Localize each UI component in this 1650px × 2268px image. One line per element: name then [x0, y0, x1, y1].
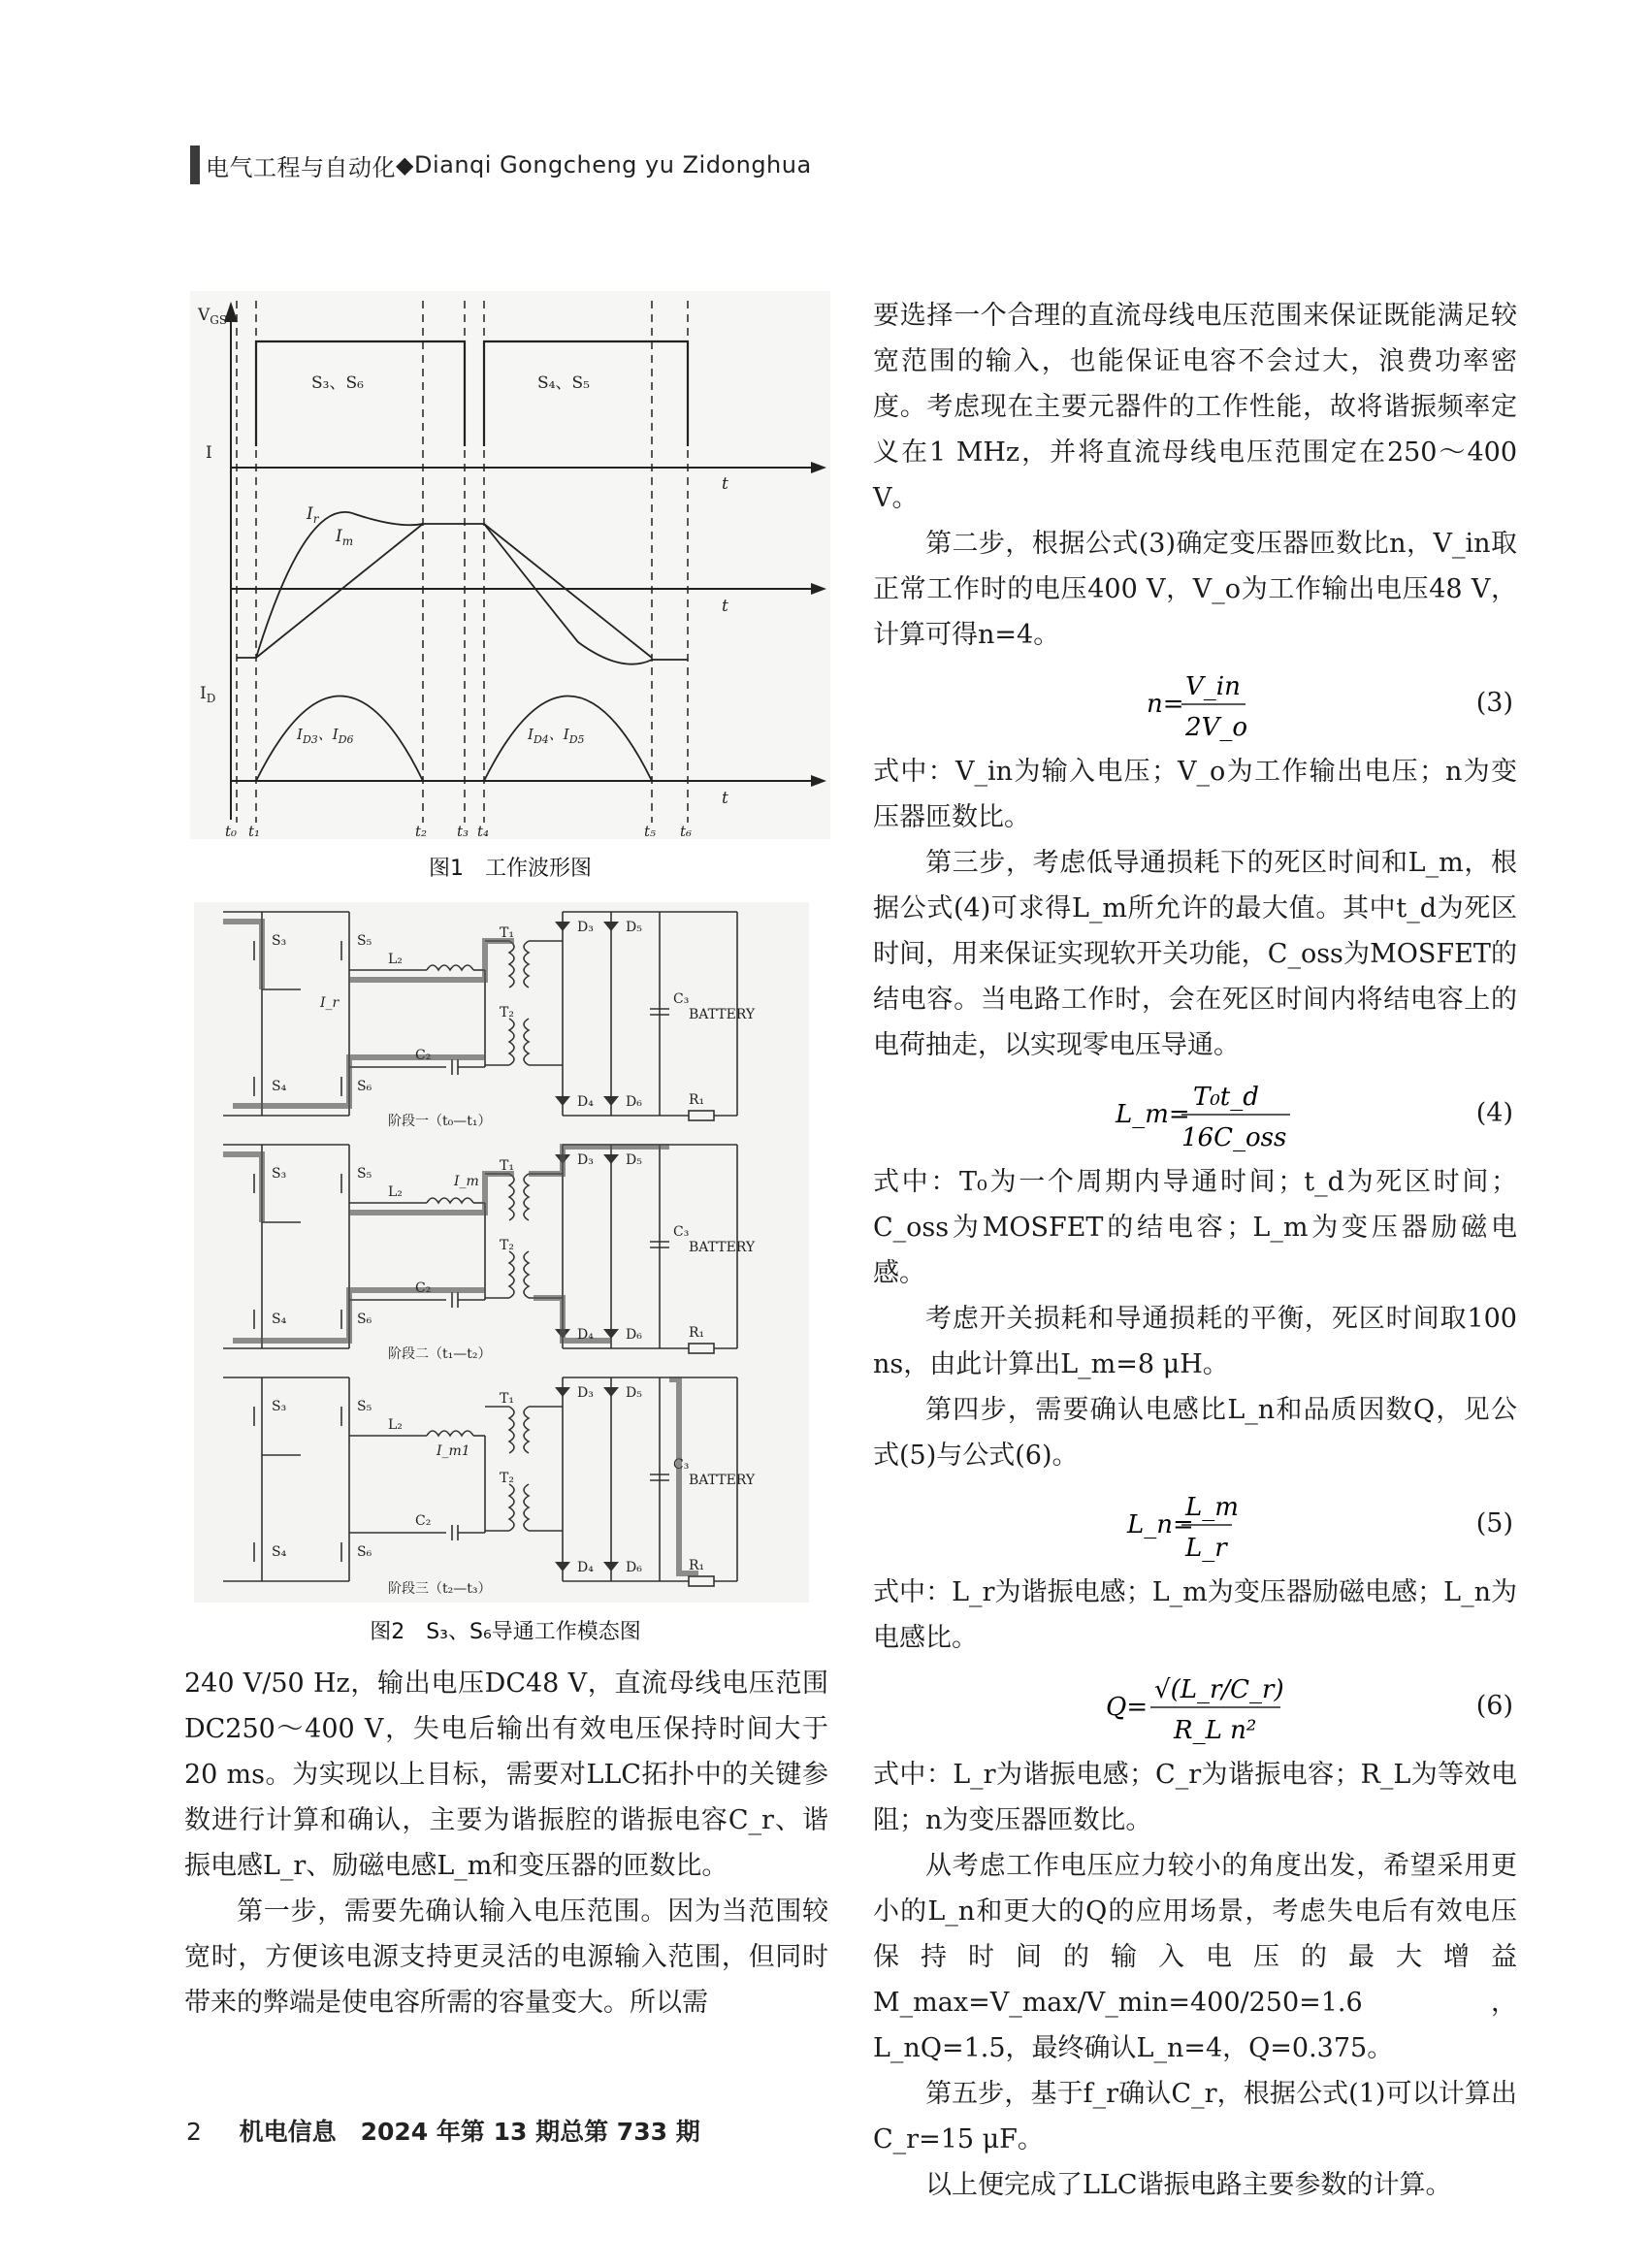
svg-text:t: t — [722, 597, 728, 616]
journal-title-pinyin: Dianqi Gongcheng yu Zidonghua — [413, 151, 812, 178]
figure-2-circuits — [194, 902, 809, 1603]
svg-text:BATTERY: BATTERY — [689, 1240, 756, 1255]
right-paragraph-1: 要选择一个合理的直流母线电压范围来保证既能满足较宽范围的输入，也能保证电容不会过大，浪费功率密度。考虑现在主要元器件的工作性能，故将谐振频率定义在1 MHz，并将直流母线电压范围定在250～400 V。 — [873, 301, 1517, 513]
svg-text:t₁: t₁ — [248, 823, 261, 839]
svg-text:Im: $I_m$ — [336, 527, 354, 548]
svg-text:L_m=: L_m= — [1116, 1100, 1190, 1129]
svg-text:I_m: I_m — [454, 1174, 479, 1189]
equation-3 — [873, 658, 1517, 749]
right-paragraph-9: 式中：L_r为谐振电感；C_r为谐振电容；R_L为等效电阻；n为变压器匝数比。 — [873, 1760, 1517, 1835]
svg-text:S₄: S₄ — [272, 1544, 287, 1560]
svg-text:t₄: t₄ — [477, 823, 490, 839]
axis-label-id: $I_D$ — [200, 684, 216, 705]
svg-text:BATTERY: BATTERY — [689, 1473, 756, 1488]
svg-text:L₂: L₂ — [388, 1184, 403, 1200]
svg-text:t₂: t₂ — [415, 823, 428, 839]
svg-text:BATTERY: BATTERY — [689, 1007, 756, 1022]
stage-3-label: 阶段三（t₂—t₃） — [388, 1581, 492, 1597]
svg-text:Ir: $I_r$ — [307, 504, 319, 526]
svg-text:D₃: D₃ — [577, 920, 594, 935]
svg-text:Q=: Q= — [1106, 1693, 1149, 1722]
equation-6 — [873, 1661, 1517, 1752]
figure-2-caption: 图2 S₃、S₆导通工作模态图 — [370, 1620, 641, 1644]
equation-5 — [873, 1478, 1517, 1570]
right-paragraph-4: 第三步，考虑低导通损耗下的死区时间和L_m，根据公式(4)可求得L_m所允许的最大值。其中t_d为死区时间，用来保证实现软开关功能，C_oss为MOSFET的结电容。当电路工作时，会在死区时间内将结电容上的电荷抽走，以实现零电压导通。 — [873, 848, 1517, 1060]
equation-4 — [873, 1068, 1517, 1159]
journal-title-cn: 电气工程与自动化 — [206, 153, 396, 181]
right-paragraph-12: 以上便完成了LLC谐振电路主要参数的计算。 — [925, 2170, 1452, 2200]
svg-text:L_m: L_m — [1185, 1493, 1239, 1522]
svg-text:S₅: S₅ — [357, 1166, 372, 1182]
left-column — [184, 1661, 828, 2025]
svg-text:R₁: R₁ — [689, 1558, 705, 1573]
svg-text:T₀t_d: T₀t_d — [1193, 1083, 1259, 1112]
svg-text:L_r: L_r — [1185, 1534, 1227, 1563]
svg-text:D₄: D₄ — [577, 1560, 594, 1575]
svg-text:t₀: t₀ — [225, 823, 238, 839]
svg-text:V_in: V_in — [1185, 672, 1241, 701]
svg-text:D₄: D₄ — [577, 1327, 594, 1343]
right-paragraph-2: 第二步，根据公式(3)确定变压器匝数比n，V_in取正常工作时的电压400 V，V_o为工作输出电压48 V，计算可得n=4。 — [873, 529, 1517, 650]
figure-1-waveforms — [190, 291, 830, 839]
svg-text:D₄: D₄ — [577, 1094, 594, 1110]
svg-text:D₆: D₆ — [626, 1094, 642, 1110]
svg-text:S₆: S₆ — [357, 1544, 372, 1560]
svg-text:D₆: D₆ — [626, 1560, 642, 1575]
right-paragraph-6: 考虑开关损耗和导通损耗的平衡，死区时间取100 ns，由此计算出L_m=8 μH。 — [873, 1304, 1517, 1379]
svg-text:√(L_r/C_r): √(L_r/C_r) — [1154, 1675, 1284, 1704]
right-paragraph-5: 式中：T₀为一个周期内导通时间；t_d为死区时间；C_oss为MOSFET的结电容；L_m为变压器励磁电感。 — [873, 1167, 1517, 1288]
header-separator: ◆ — [396, 151, 414, 178]
svg-text:L₂: L₂ — [388, 1417, 403, 1433]
svg-text:I_m1: I_m1 — [437, 1443, 470, 1459]
axis-label-vgs: $V_{GS}$ — [198, 306, 228, 327]
svg-text:t₆: t₆ — [680, 823, 693, 839]
equation-3-number: (3) — [1475, 688, 1513, 718]
svg-text:C₂: C₂ — [415, 1048, 432, 1063]
label-s4-s5: S₄、S₅ — [537, 373, 590, 393]
svg-text:I_r: I_r — [320, 995, 340, 1011]
svg-text:S₅: S₅ — [357, 1399, 372, 1414]
right-paragraph-3: 式中：V_in为输入电压；V_o为工作输出电压；n为变压器匝数比。 — [873, 757, 1517, 832]
svg-text:T₂: T₂ — [500, 1005, 514, 1021]
svg-text:S₄: S₄ — [272, 1312, 287, 1327]
right-column — [873, 293, 1517, 2208]
right-paragraph-11: 第五步，基于f_r确认C_r，根据公式(1)可以计算出C_r=15 μF。 — [873, 2079, 1517, 2155]
svg-text:L_n=: L_n= — [1127, 1510, 1194, 1539]
svg-text:R₁: R₁ — [689, 1325, 705, 1341]
svg-text:S₆: S₆ — [357, 1312, 372, 1327]
svg-text:S₃: S₃ — [272, 933, 287, 949]
svg-text:2V_o: 2V_o — [1185, 713, 1247, 742]
svg-text:T₁: T₁ — [500, 1391, 514, 1407]
right-paragraph-10: 从考虑工作电压应力较小的角度出发，希望采用更小的L_n和更大的Q的应用场景，考虑失电后有效电压保持时间的输入电压的最大增益M_max=V_max/V_min=400/250=1.6，L_nQ=1.5，最终确认L_n=4，Q=0.375。 — [873, 1851, 1517, 2063]
svg-text:D₅: D₅ — [626, 1385, 642, 1401]
svg-text:C₃: C₃ — [673, 1457, 690, 1473]
svg-text:C₂: C₂ — [415, 1280, 432, 1296]
svg-text:D₅: D₅ — [626, 1152, 642, 1168]
running-header — [190, 146, 812, 184]
equation-6-number: (6) — [1475, 1691, 1513, 1721]
svg-text:D₆: D₆ — [626, 1327, 642, 1343]
svg-text:S₃: S₃ — [272, 1399, 287, 1414]
footer-journal-issue: 机电信息 2024 年第 13 期总第 733 期 — [239, 2118, 700, 2146]
svg-text:L₂: L₂ — [388, 952, 403, 967]
left-paragraph-1: 240 V/50 Hz，输出电压DC48 V，直流母线电压范围DC250～400 V，失电后输出有效电压保持时间大于20 ms。为实现以上目标，需要对LLC拓扑中的关键参数进行计算和确认，主要为谐振腔的谐振电容C_r、谐振电感L_r、励磁电感L_m和变压器的匝数比。 — [184, 1669, 828, 1881]
axis-label-i: I — [206, 443, 212, 463]
svg-text:D₃: D₃ — [577, 1385, 594, 1401]
svg-text:16C_oss: 16C_oss — [1181, 1123, 1287, 1152]
page-number: 2 — [186, 2118, 202, 2146]
header-bar — [190, 146, 200, 184]
svg-text:C₃: C₃ — [673, 991, 690, 1007]
svg-text:T₁: T₁ — [500, 1158, 514, 1174]
svg-text:t₅: t₅ — [644, 823, 657, 839]
svg-text:T₂: T₂ — [500, 1471, 514, 1486]
svg-text:t: t — [722, 474, 728, 494]
svg-text:C₂: C₂ — [415, 1513, 432, 1529]
svg-text:R₁: R₁ — [689, 1092, 705, 1108]
svg-text:C₃: C₃ — [673, 1224, 690, 1240]
svg-text:S₃: S₃ — [272, 1166, 287, 1182]
svg-text:D₃: D₃ — [577, 1152, 594, 1168]
svg-text:n=: n= — [1147, 690, 1184, 719]
svg-text:S₆: S₆ — [357, 1079, 372, 1094]
stage-2-label: 阶段二（t₁—t₂） — [388, 1346, 492, 1362]
svg-text:S₄: S₄ — [272, 1079, 287, 1094]
svg-text:t₃: t₃ — [457, 823, 469, 839]
equation-5-number: (5) — [1475, 1508, 1513, 1539]
left-paragraph-2: 第一步，需要先确认输入电压范围。因为当范围较宽时，方便该电源支持更灵活的电源输入范围，但同时带来的弊端是使电容所需的容量变大。所以需 — [184, 1896, 828, 2018]
label-s3-s6: S₃、S₆ — [311, 373, 364, 393]
svg-text:ID4、ID5: $I_{D4}$、$I_{D5}$ — [528, 726, 585, 746]
svg-text:T₂: T₂ — [500, 1238, 514, 1253]
svg-text:T₁: T₁ — [500, 925, 514, 941]
svg-text:S₅: S₅ — [357, 933, 372, 949]
right-paragraph-8: 式中：L_r为谐振电感；L_m为变压器励磁电感；L_n为电感比。 — [873, 1577, 1517, 1653]
svg-text:ID3、ID6: $I_{D3}$、$I_{D6}$ — [297, 726, 354, 746]
equation-4-number: (4) — [1475, 1098, 1513, 1128]
svg-text:D₅: D₅ — [626, 920, 642, 935]
page-footer — [186, 2113, 700, 2148]
svg-text:t: t — [722, 789, 728, 808]
right-paragraph-7: 第四步，需要确认电感比L_n和品质因数Q，见公式(5)与公式(6)。 — [873, 1395, 1517, 1471]
svg-text:R_L n²: R_L n² — [1174, 1716, 1257, 1745]
figure-1-caption: 图1 工作波形图 — [429, 857, 592, 881]
stage-1-label: 阶段一（t₀—t₁） — [388, 1114, 492, 1129]
